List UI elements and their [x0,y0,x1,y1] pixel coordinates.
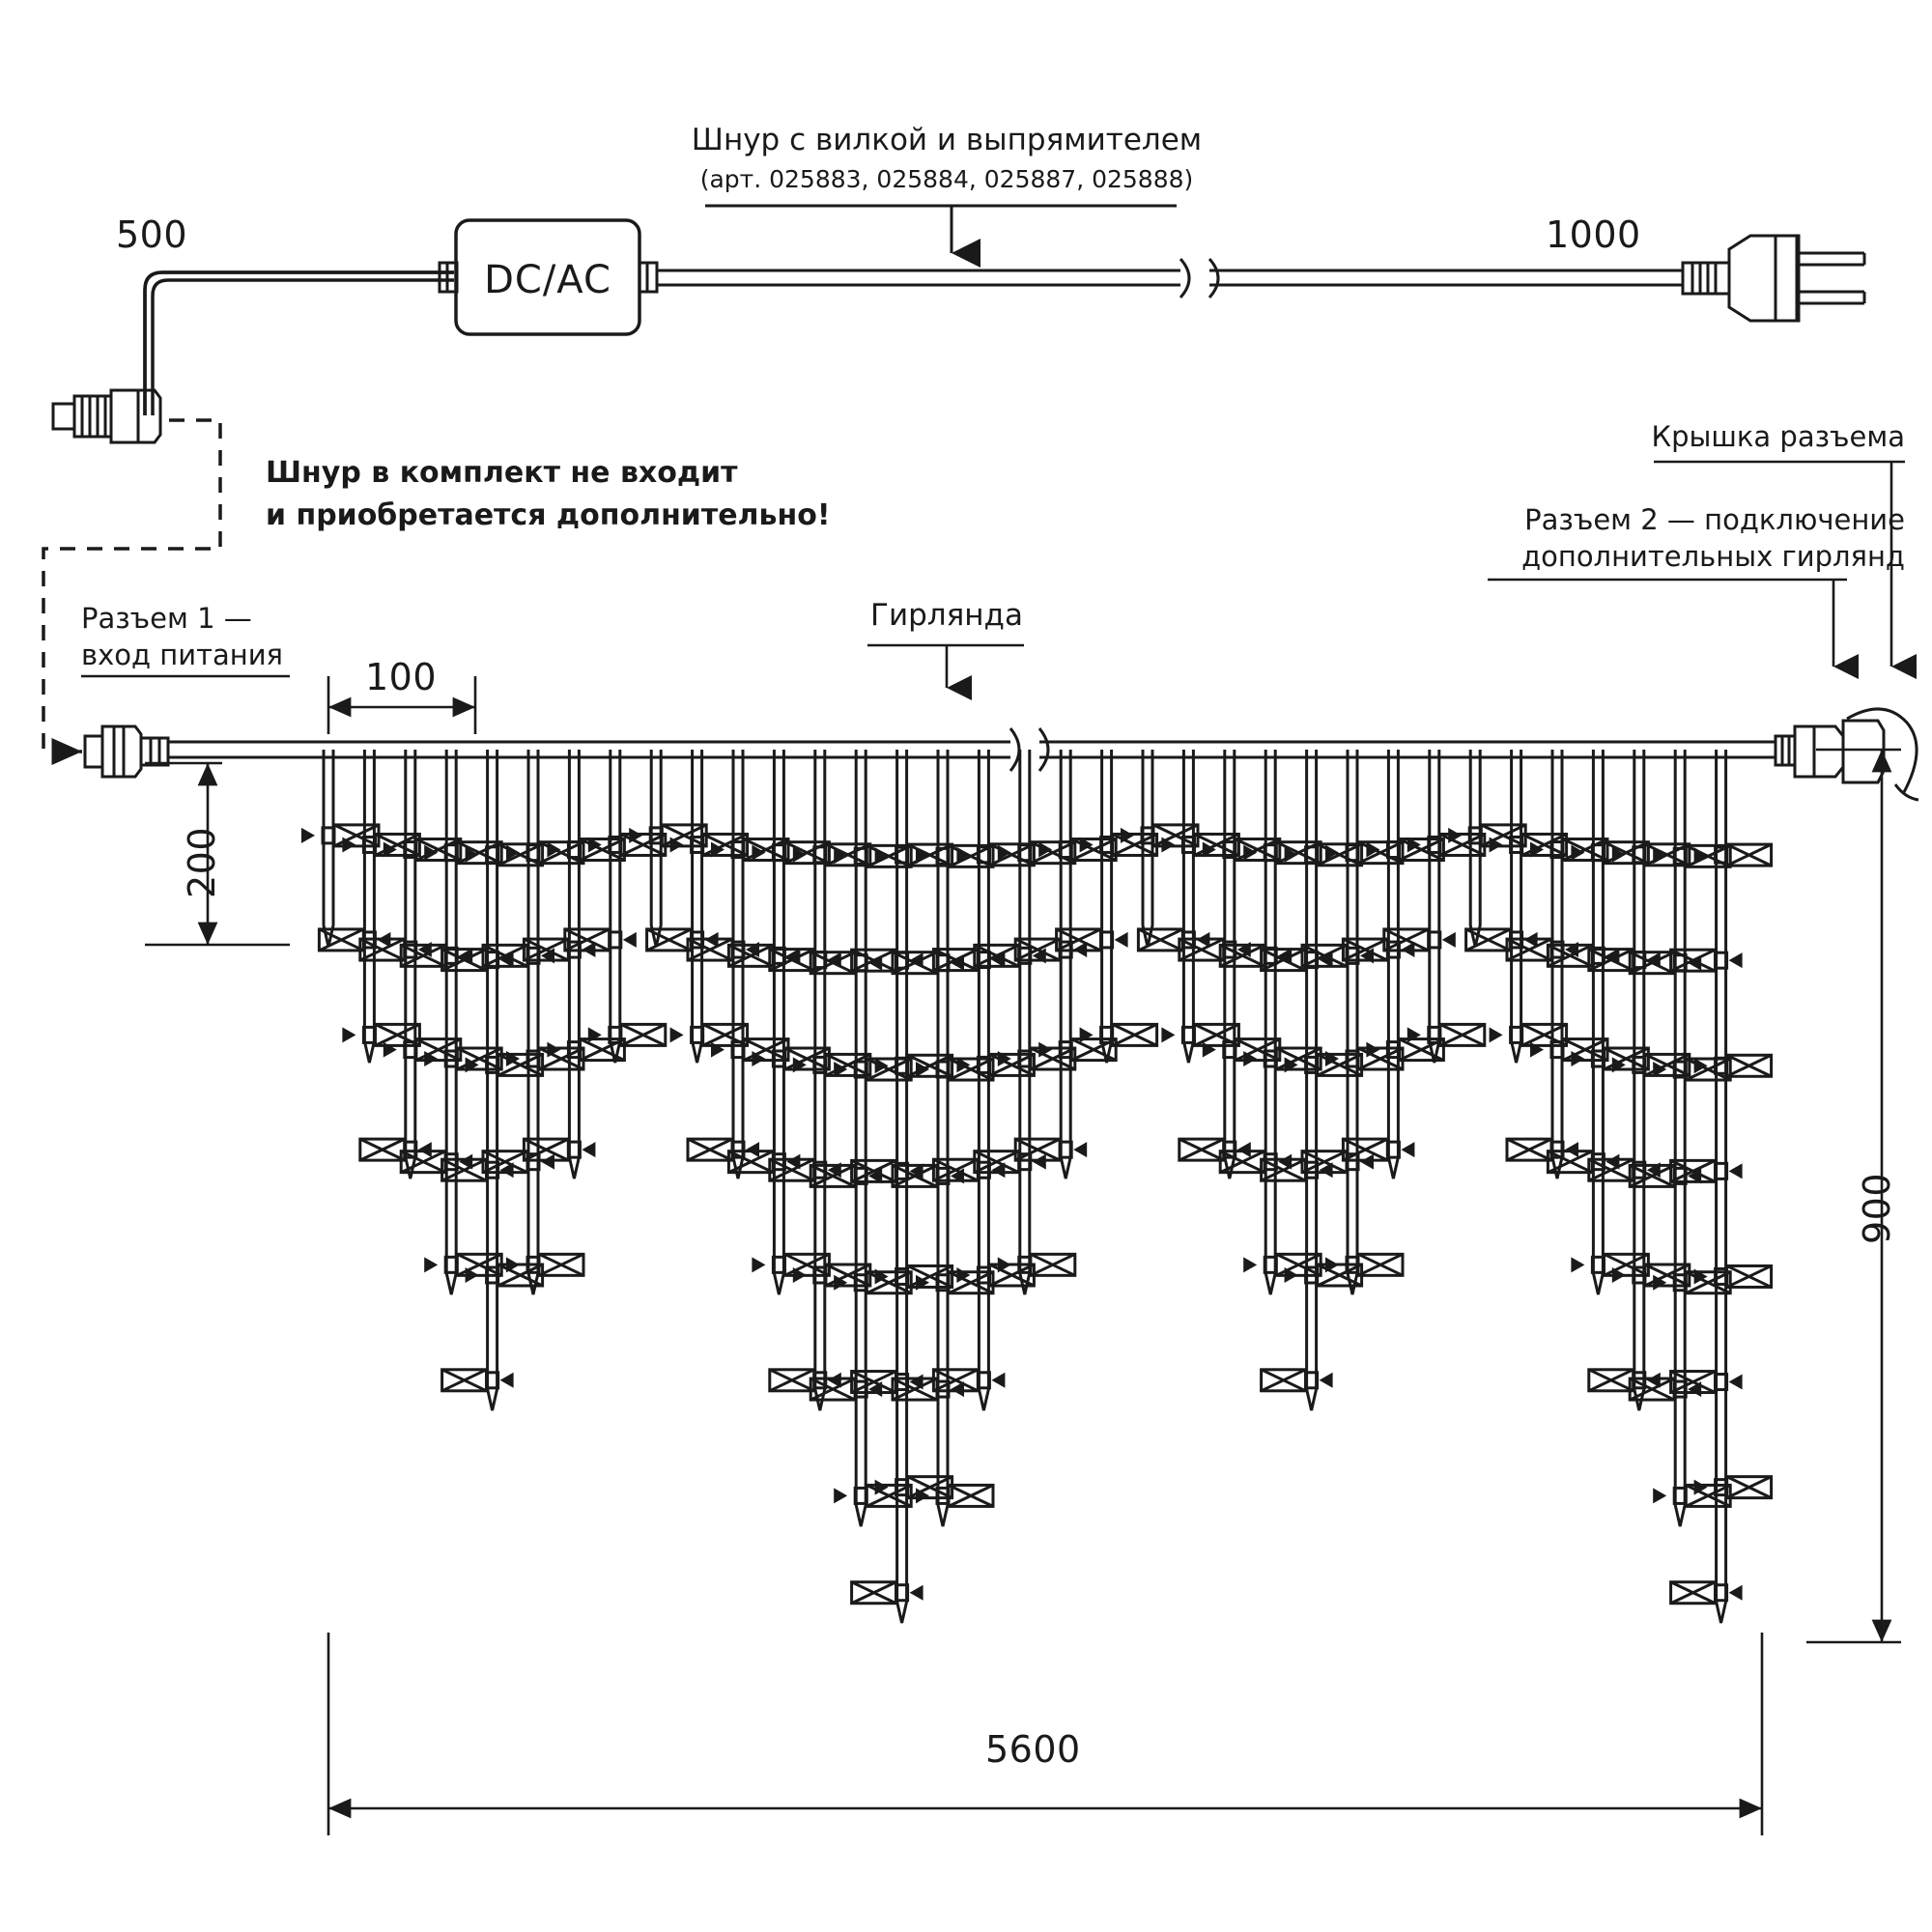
connector1-label-line1: Разъем 1 — [81,602,252,635]
led-bulb [1343,1139,1414,1160]
led-bulb [752,1254,829,1275]
connector2-label-line1: Разъем 2 — подключение [1524,503,1905,536]
led-bulb [1179,1139,1251,1160]
led-bulb [506,1254,583,1275]
cord-title-leader [705,206,1177,253]
connector1-label-line2: вход питания [81,639,283,671]
dim-500-label: 500 [116,213,188,256]
led-bulb [1694,844,1772,866]
led-bulb [565,929,637,951]
led-bulb [1671,950,1743,971]
led-bulb [1262,1370,1333,1391]
led-bulb [1507,1139,1578,1160]
led-bulb [1671,1582,1743,1604]
led-bulb [524,1139,595,1160]
rectifier-label: DC/AC [484,258,611,302]
icicle-strand [301,750,379,947]
dim-200-label: 200 [181,826,223,898]
led-bulb [852,1582,923,1604]
led-bulb [1243,1254,1321,1275]
power-cord-middle [657,259,1683,298]
icicle-strand [1448,750,1525,947]
led-bulb [956,844,1034,866]
led-bulb [1080,1024,1157,1045]
led-bulb [1015,1139,1087,1160]
led-bulb [998,1254,1075,1275]
garland-label: Гирлянда [870,598,1023,633]
led-bulb [688,1139,759,1160]
dim-100-label: 100 [365,656,438,698]
led-bulb [1384,929,1456,951]
mains-plug [1683,236,1864,321]
note-not-included-line1: Шнур в комплект не входит [266,456,738,490]
dim-1000-label: 1000 [1546,213,1641,256]
connector-garland-left [85,726,168,777]
cord-subtitle-label: (арт. 025883, 025884, 025887, 025888) [699,165,1194,193]
cord-title-label: Шнур с вилкой и выпрямителем [691,123,1203,157]
garland-label-leader [867,645,1024,688]
led-bulb [1671,1160,1743,1181]
power-cord-left [145,272,454,415]
led-bulb [301,825,379,846]
led-bulb [442,1370,514,1391]
led-bulb [1325,1254,1403,1275]
connector2-leader [1488,580,1847,667]
dashed-route [43,420,220,752]
note-not-included-line2: и приобретается дополнительно! [266,498,831,532]
icicle-strand [629,750,706,947]
dim-900-label: 900 [1856,1172,1898,1244]
led-bulb [1407,1024,1485,1045]
connector2-label-line2: дополнительных гирлянд [1521,540,1905,573]
led-bulb [360,1139,432,1160]
led-bulb [588,1024,666,1045]
icicle-strand [1121,750,1198,947]
connector-garland-right [1776,709,1918,800]
led-bulb [424,1254,501,1275]
dim-5600-label: 5600 [985,1728,1081,1771]
connector-cap-label: Крышка разъема [1651,420,1905,453]
led-bulb [1057,929,1128,951]
led-bulb [1571,1254,1648,1275]
